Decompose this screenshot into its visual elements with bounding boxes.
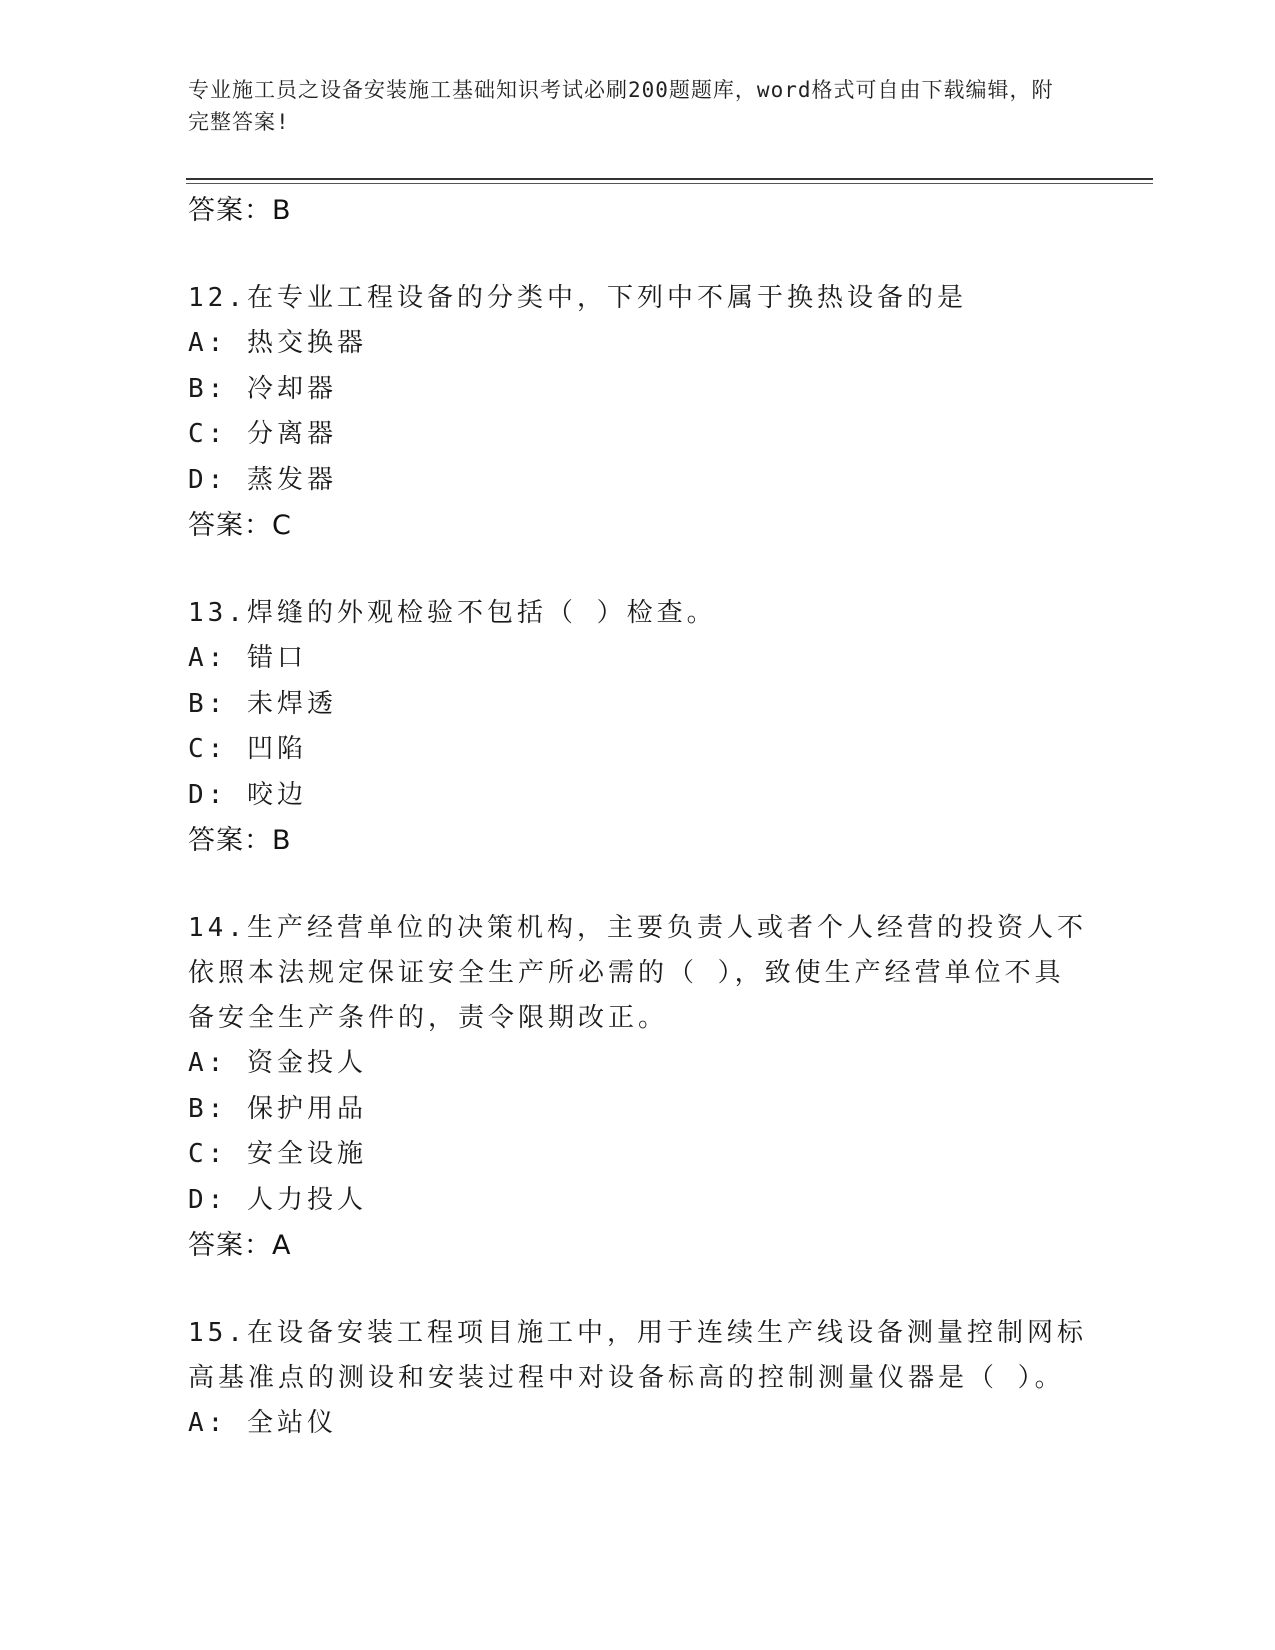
question-12	[188, 276, 1088, 549]
question-14	[188, 906, 1088, 1269]
option-a: A: 资金投人	[188, 1048, 367, 1078]
option-d: D: 咬边	[188, 779, 307, 810]
question-stem: 13.焊缝的外观检验不包括（ ）检查。	[188, 598, 717, 628]
question-list	[188, 188, 1088, 1447]
option-b: B: 冷却器	[188, 373, 337, 404]
question-stem: 14.生产经营单位的决策机构，主要负责人或者个人经营的投资人不依照本法规定保证安全生产所必需的（ ），致使生产经营单位不具备安全生产条件的，责令限期改正。	[188, 913, 1087, 1033]
option-a: A: 热交换器	[188, 328, 367, 358]
question-stem: 15.在设备安装工程项目施工中，用于连续生产线设备测量控制网标高基准点的测设和安装过程中对设备标高的控制测量仪器是（ ）。	[188, 1318, 1087, 1393]
option-a: A: 全站仪	[188, 1408, 337, 1438]
header-divider-thin	[186, 183, 1153, 184]
document-header: 专业施工员之设备安装施工基础知识考试必刷200题题库，word格式可自由下载编辑，附完整答案!	[188, 78, 1054, 134]
question-15	[188, 1311, 1088, 1447]
question-answer: 答案：C	[188, 510, 292, 541]
option-d: D: 蒸发器	[188, 464, 337, 495]
option-b: B: 未焊透	[188, 688, 337, 719]
option-b: B: 保护用品	[188, 1093, 367, 1124]
question-answer: 答案：A	[188, 1230, 292, 1261]
option-c: C: 安全设施	[188, 1139, 367, 1169]
question-stem: 12.在专业工程设备的分类中，下列中不属于换热设备的是	[188, 283, 967, 313]
option-a: A: 错口	[188, 643, 307, 673]
option-d: D: 人力投人	[188, 1184, 367, 1215]
option-c: C: 凹陷	[188, 734, 307, 764]
question-13	[188, 591, 1088, 864]
question-answer: 答案：B	[188, 825, 292, 856]
previous-answer: 答案：B	[188, 195, 292, 226]
option-c: C: 分离器	[188, 419, 337, 449]
header-divider-thick	[186, 178, 1153, 180]
